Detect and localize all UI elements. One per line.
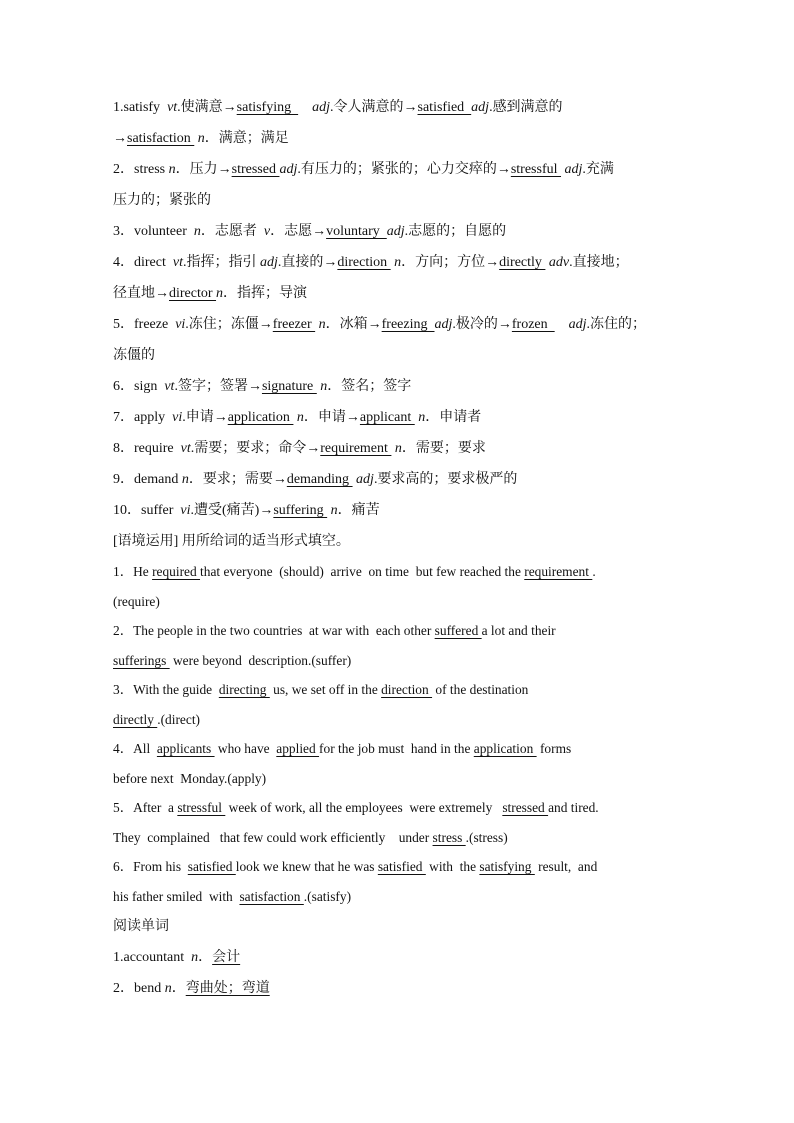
text-segment: who have <box>214 741 277 756</box>
text-segment: .直接地； <box>569 255 629 270</box>
text-segment: 2．stress <box>113 162 169 177</box>
text-segment: .使满意→ <box>177 100 237 115</box>
text-segment: ．要求；需要→ <box>188 472 287 487</box>
text-segment: .需要；要求；命令→ <box>190 441 321 456</box>
answer-blank: direction <box>337 255 391 270</box>
answer-blank: satisfied <box>187 859 236 874</box>
text-segment: .冻住的； <box>586 317 647 332</box>
text-segment: 3．volunteer <box>113 224 194 239</box>
answer-blank: 弯曲处；弯道 <box>185 981 270 996</box>
text-segment: 压力的；紧张的 <box>113 193 211 208</box>
text-segment: .要求高的；要求极严的 <box>373 472 518 487</box>
answer-blank: applicant <box>359 410 415 425</box>
part-of-speech: vt <box>164 379 175 394</box>
text-segment: ．签名；签字 <box>327 379 412 394</box>
part-of-speech: adj <box>471 100 490 115</box>
answer-blank: stressful <box>510 162 562 177</box>
text-segment: . <box>592 564 596 579</box>
text-segment: 2．bend <box>113 981 165 996</box>
text-segment: 5．freeze <box>113 317 176 332</box>
text-segment: .(stress) <box>465 829 508 845</box>
text-segment: They complained that few could work efficiently under <box>113 829 433 845</box>
part-of-speech: vt <box>180 441 191 456</box>
text-segment: ．满意；满足 <box>204 131 289 146</box>
part-of-speech: n <box>394 255 402 270</box>
exercise-line <box>113 823 688 853</box>
text-segment: 10．suffer <box>113 503 181 518</box>
answer-blank: stressful <box>177 800 226 815</box>
part-of-speech: n <box>318 317 326 332</box>
answer-blank: frozen <box>511 317 555 332</box>
text-segment: .感到满意的 <box>489 100 563 115</box>
vocab-line <box>113 309 688 340</box>
answer-blank: directing <box>218 682 270 697</box>
text-segment: that everyone (should) arrive on time but few reached the <box>200 564 525 579</box>
document-page <box>113 92 688 1004</box>
answer-blank: satisfied <box>377 859 426 874</box>
text-segment: ．冰箱→ <box>325 317 382 332</box>
text-segment: 9．demand <box>113 472 182 487</box>
text-segment: for the job must hand in the <box>319 741 474 756</box>
text-segment: → <box>113 131 127 146</box>
answer-blank: voluntary <box>326 224 387 239</box>
vocab-line <box>113 495 688 526</box>
text-segment: ．压力→ <box>175 162 232 177</box>
text-segment: of the destination <box>432 682 529 697</box>
part-of-speech: adj <box>356 472 374 487</box>
text-segment: and tired. <box>548 800 599 815</box>
text-segment: .指挥；指引 <box>182 255 260 270</box>
text-segment: .申请→ <box>182 410 228 425</box>
part-of-speech: adv <box>548 255 570 270</box>
text-segment: look we knew that he was <box>235 859 378 874</box>
text-segment: .有压力的；紧张的；心力交瘁的→ <box>297 162 511 177</box>
part-of-speech: adj <box>279 162 298 177</box>
text-segment: 5．After a <box>113 800 178 815</box>
vocab-line <box>113 216 688 247</box>
answer-blank: application <box>473 741 537 756</box>
text-segment: 径直地→ <box>113 286 169 301</box>
answer-blank: satisfying <box>479 859 535 874</box>
exercise-line <box>113 764 688 794</box>
answer-blank: suffering <box>273 503 328 518</box>
vocab-line <box>113 123 688 154</box>
part-of-speech: vi <box>175 317 186 332</box>
text-segment: his father smiled with <box>113 888 240 904</box>
vocab-line <box>113 247 688 278</box>
text-segment: .签字；签署→ <box>174 379 262 394</box>
part-of-speech: n <box>164 981 172 996</box>
reading-heading: 阅读单词 <box>113 919 169 934</box>
part-of-speech: adj <box>312 100 331 115</box>
vocab-line <box>113 464 688 495</box>
exercise-line <box>113 557 688 587</box>
text-segment: .冻住；冻僵→ <box>185 317 273 332</box>
part-of-speech: n <box>197 131 205 146</box>
answer-blank: satisfaction <box>127 131 195 146</box>
part-of-speech: n <box>193 224 201 239</box>
answer-blank: requirement <box>320 441 392 456</box>
answer-blank: stress <box>432 829 466 845</box>
part-of-speech: vt <box>172 255 183 270</box>
text-segment: .直接的→ <box>277 255 338 270</box>
answer-blank: requirement <box>524 564 593 579</box>
vocab-line <box>113 340 688 371</box>
text-segment: forms <box>536 741 572 756</box>
text-segment: .极冷的→ <box>452 317 512 332</box>
text-segment: 冻僵的 <box>113 348 155 363</box>
vocab-line <box>113 92 688 123</box>
part-of-speech: v <box>263 224 271 239</box>
exercise-line <box>113 705 688 735</box>
part-of-speech: vi <box>180 503 191 518</box>
answer-blank: stressed <box>502 800 549 815</box>
text-segment: 1.satisfy <box>113 100 168 115</box>
text-segment <box>298 100 312 115</box>
part-of-speech: adj <box>259 255 278 270</box>
part-of-speech: adj <box>568 317 587 332</box>
text-segment: 8．require <box>113 441 181 456</box>
answer-blank: 会计 <box>212 950 241 965</box>
exercise-line <box>113 852 688 882</box>
text-segment: .(direct) <box>157 711 200 727</box>
exercise-line <box>113 587 688 617</box>
answer-blank: applied <box>276 741 320 756</box>
exercise-line <box>113 882 688 912</box>
part-of-speech: vi <box>172 410 183 425</box>
exercise-line <box>113 793 688 823</box>
answer-blank: signature <box>261 379 317 394</box>
part-of-speech: n <box>330 503 338 518</box>
part-of-speech: n <box>191 950 199 965</box>
part-of-speech: n <box>296 410 304 425</box>
text-segment: 4．All <box>113 741 157 756</box>
text-segment: 1．He <box>113 564 153 579</box>
answer-blank: directly <box>499 255 546 270</box>
answer-blank: directly <box>113 711 158 727</box>
reading-word-list <box>113 942 688 1004</box>
text-segment: .遭受(痛苦)→ <box>190 503 274 518</box>
vocab-line <box>113 371 688 402</box>
answer-blank: demanding <box>286 472 353 487</box>
exercise-line <box>113 675 688 705</box>
text-segment: ． <box>198 950 213 965</box>
part-of-speech: n <box>394 441 402 456</box>
answer-blank: applicants <box>156 741 215 756</box>
part-of-speech: n <box>181 472 189 487</box>
vocab-line <box>113 185 688 216</box>
text-segment: ．志愿→ <box>270 224 327 239</box>
text-segment: 1.accountant <box>113 950 192 965</box>
text-segment: 4．direct <box>113 255 173 270</box>
part-of-speech: n <box>418 410 426 425</box>
answer-blank: application <box>227 410 294 425</box>
text-segment: .(satisfy) <box>303 888 352 904</box>
answer-blank: suffered <box>434 623 482 638</box>
text-segment: 6．sign <box>113 379 165 394</box>
part-of-speech: vt <box>167 100 178 115</box>
answer-blank: sufferings <box>113 652 170 668</box>
exercise-line <box>113 734 688 764</box>
exercise-list <box>113 557 688 911</box>
text-segment: ．申请者 <box>425 410 482 425</box>
text-segment: ．申请→ <box>303 410 360 425</box>
text-segment: 7．apply <box>113 410 173 425</box>
text-segment: 6．From his <box>113 859 188 874</box>
answer-blank: satisfying <box>236 100 299 115</box>
text-segment: were beyond description.(suffer) <box>169 652 352 668</box>
part-of-speech: adj <box>434 317 453 332</box>
text-segment: week of work, all the employees were extremely <box>225 800 503 815</box>
text-segment: ．志愿者 <box>200 224 264 239</box>
text-segment: (require) <box>113 593 160 609</box>
vocabulary-list <box>113 92 688 526</box>
answer-blank: stressed <box>231 162 280 177</box>
answer-blank: freezer <box>272 317 316 332</box>
part-of-speech: n <box>216 286 224 301</box>
answer-blank: director <box>169 286 217 301</box>
part-of-speech: n <box>320 379 328 394</box>
vocab-line <box>113 154 688 185</box>
text-segment: ．指挥；导演 <box>223 286 308 301</box>
vocab-line <box>113 433 688 464</box>
text-segment: 2．The people in the two countries at war with each other <box>113 623 435 638</box>
text-segment: result, and <box>534 859 598 874</box>
text-segment: .令人满意的→ <box>330 100 418 115</box>
part-of-speech: adj <box>564 162 583 177</box>
exercise-line <box>113 646 688 676</box>
exercise-line <box>113 616 688 646</box>
section-heading: [语境运用] 用所给词的适当形式填空。 <box>113 534 350 549</box>
part-of-speech: n <box>168 162 176 177</box>
vocab-line <box>113 278 688 309</box>
part-of-speech: adj <box>386 224 405 239</box>
text-segment: .充满 <box>582 162 614 177</box>
answer-blank: freezing <box>381 317 435 332</box>
text-segment: before next Monday.(apply) <box>113 770 267 786</box>
text-segment: ．需要；要求 <box>401 441 486 456</box>
answer-blank: direction <box>381 682 433 697</box>
text-segment: ．方向；方位→ <box>401 255 500 270</box>
vocab-line <box>113 402 688 433</box>
text-segment: ． <box>171 981 186 996</box>
answer-blank: satisfied <box>417 100 472 115</box>
answer-blank: satisfaction <box>239 888 304 904</box>
text-segment <box>555 317 569 332</box>
text-segment: a lot and their <box>481 623 556 638</box>
text-segment: us, we set off in the <box>269 682 382 697</box>
text-segment: 3．With the guide <box>113 682 219 697</box>
answer-blank: required <box>152 564 201 579</box>
text-segment: with the <box>425 859 480 874</box>
reading-line <box>113 973 688 1004</box>
text-segment: ．痛苦 <box>337 503 380 518</box>
text-segment: .志愿的；自愿的 <box>404 224 507 239</box>
reading-line <box>113 942 688 973</box>
